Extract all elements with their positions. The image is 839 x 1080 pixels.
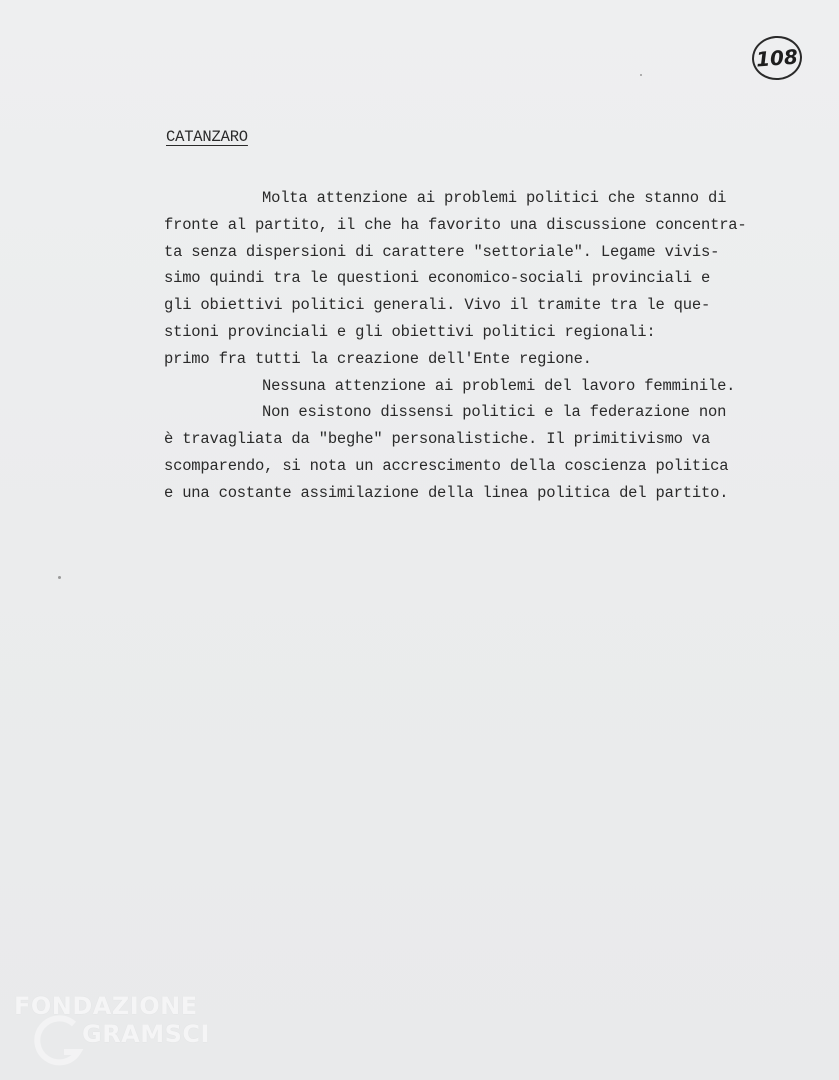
handwritten-page-number: 108 [751, 34, 804, 81]
text-line: è travagliata da "beghe" personalistiche. Il primitivismo va [164, 430, 711, 449]
text-line: primo fra tutti la creazione dell'Ente regione. [164, 349, 592, 368]
paper-speck [58, 576, 61, 579]
logo-g-mark-icon [34, 1014, 84, 1070]
paper-speck [640, 74, 642, 76]
text-line: stioni provinciali e gli obiettivi politici regionali: [164, 322, 656, 341]
logo-text-line2: GRAMSCI [82, 1020, 210, 1048]
fondazione-gramsci-logo [14, 986, 214, 1076]
text-line: Nessuna attenzione ai problemi del lavoro femminile. [262, 376, 736, 395]
text-line: ta senza dispersioni di carattere "settoriale". Legame vivis- [164, 242, 720, 261]
body-text [164, 185, 804, 507]
text-line: fronte al partito, il che ha favorito una discussione concentra- [164, 215, 747, 234]
text-line: scomparendo, si nota un accrescimento della coscienza politica [164, 456, 729, 475]
section-heading: CATANZARO [166, 128, 248, 146]
text-line: Molta attenzione ai problemi politici che stanno di [262, 189, 727, 207]
text-line: gli obiettivi politici generali. Vivo il tramite tra le que- [164, 296, 711, 315]
logo-text-line1: FONDAZIONE [14, 992, 198, 1020]
text-line: Non esistono dissensi politici e la federazione non [262, 403, 727, 422]
text-line: simo quindi tra le questioni economico-sociali provinciali e [164, 269, 711, 288]
text-line: e una costante assimilazione della linea politica del partito. [164, 483, 729, 502]
